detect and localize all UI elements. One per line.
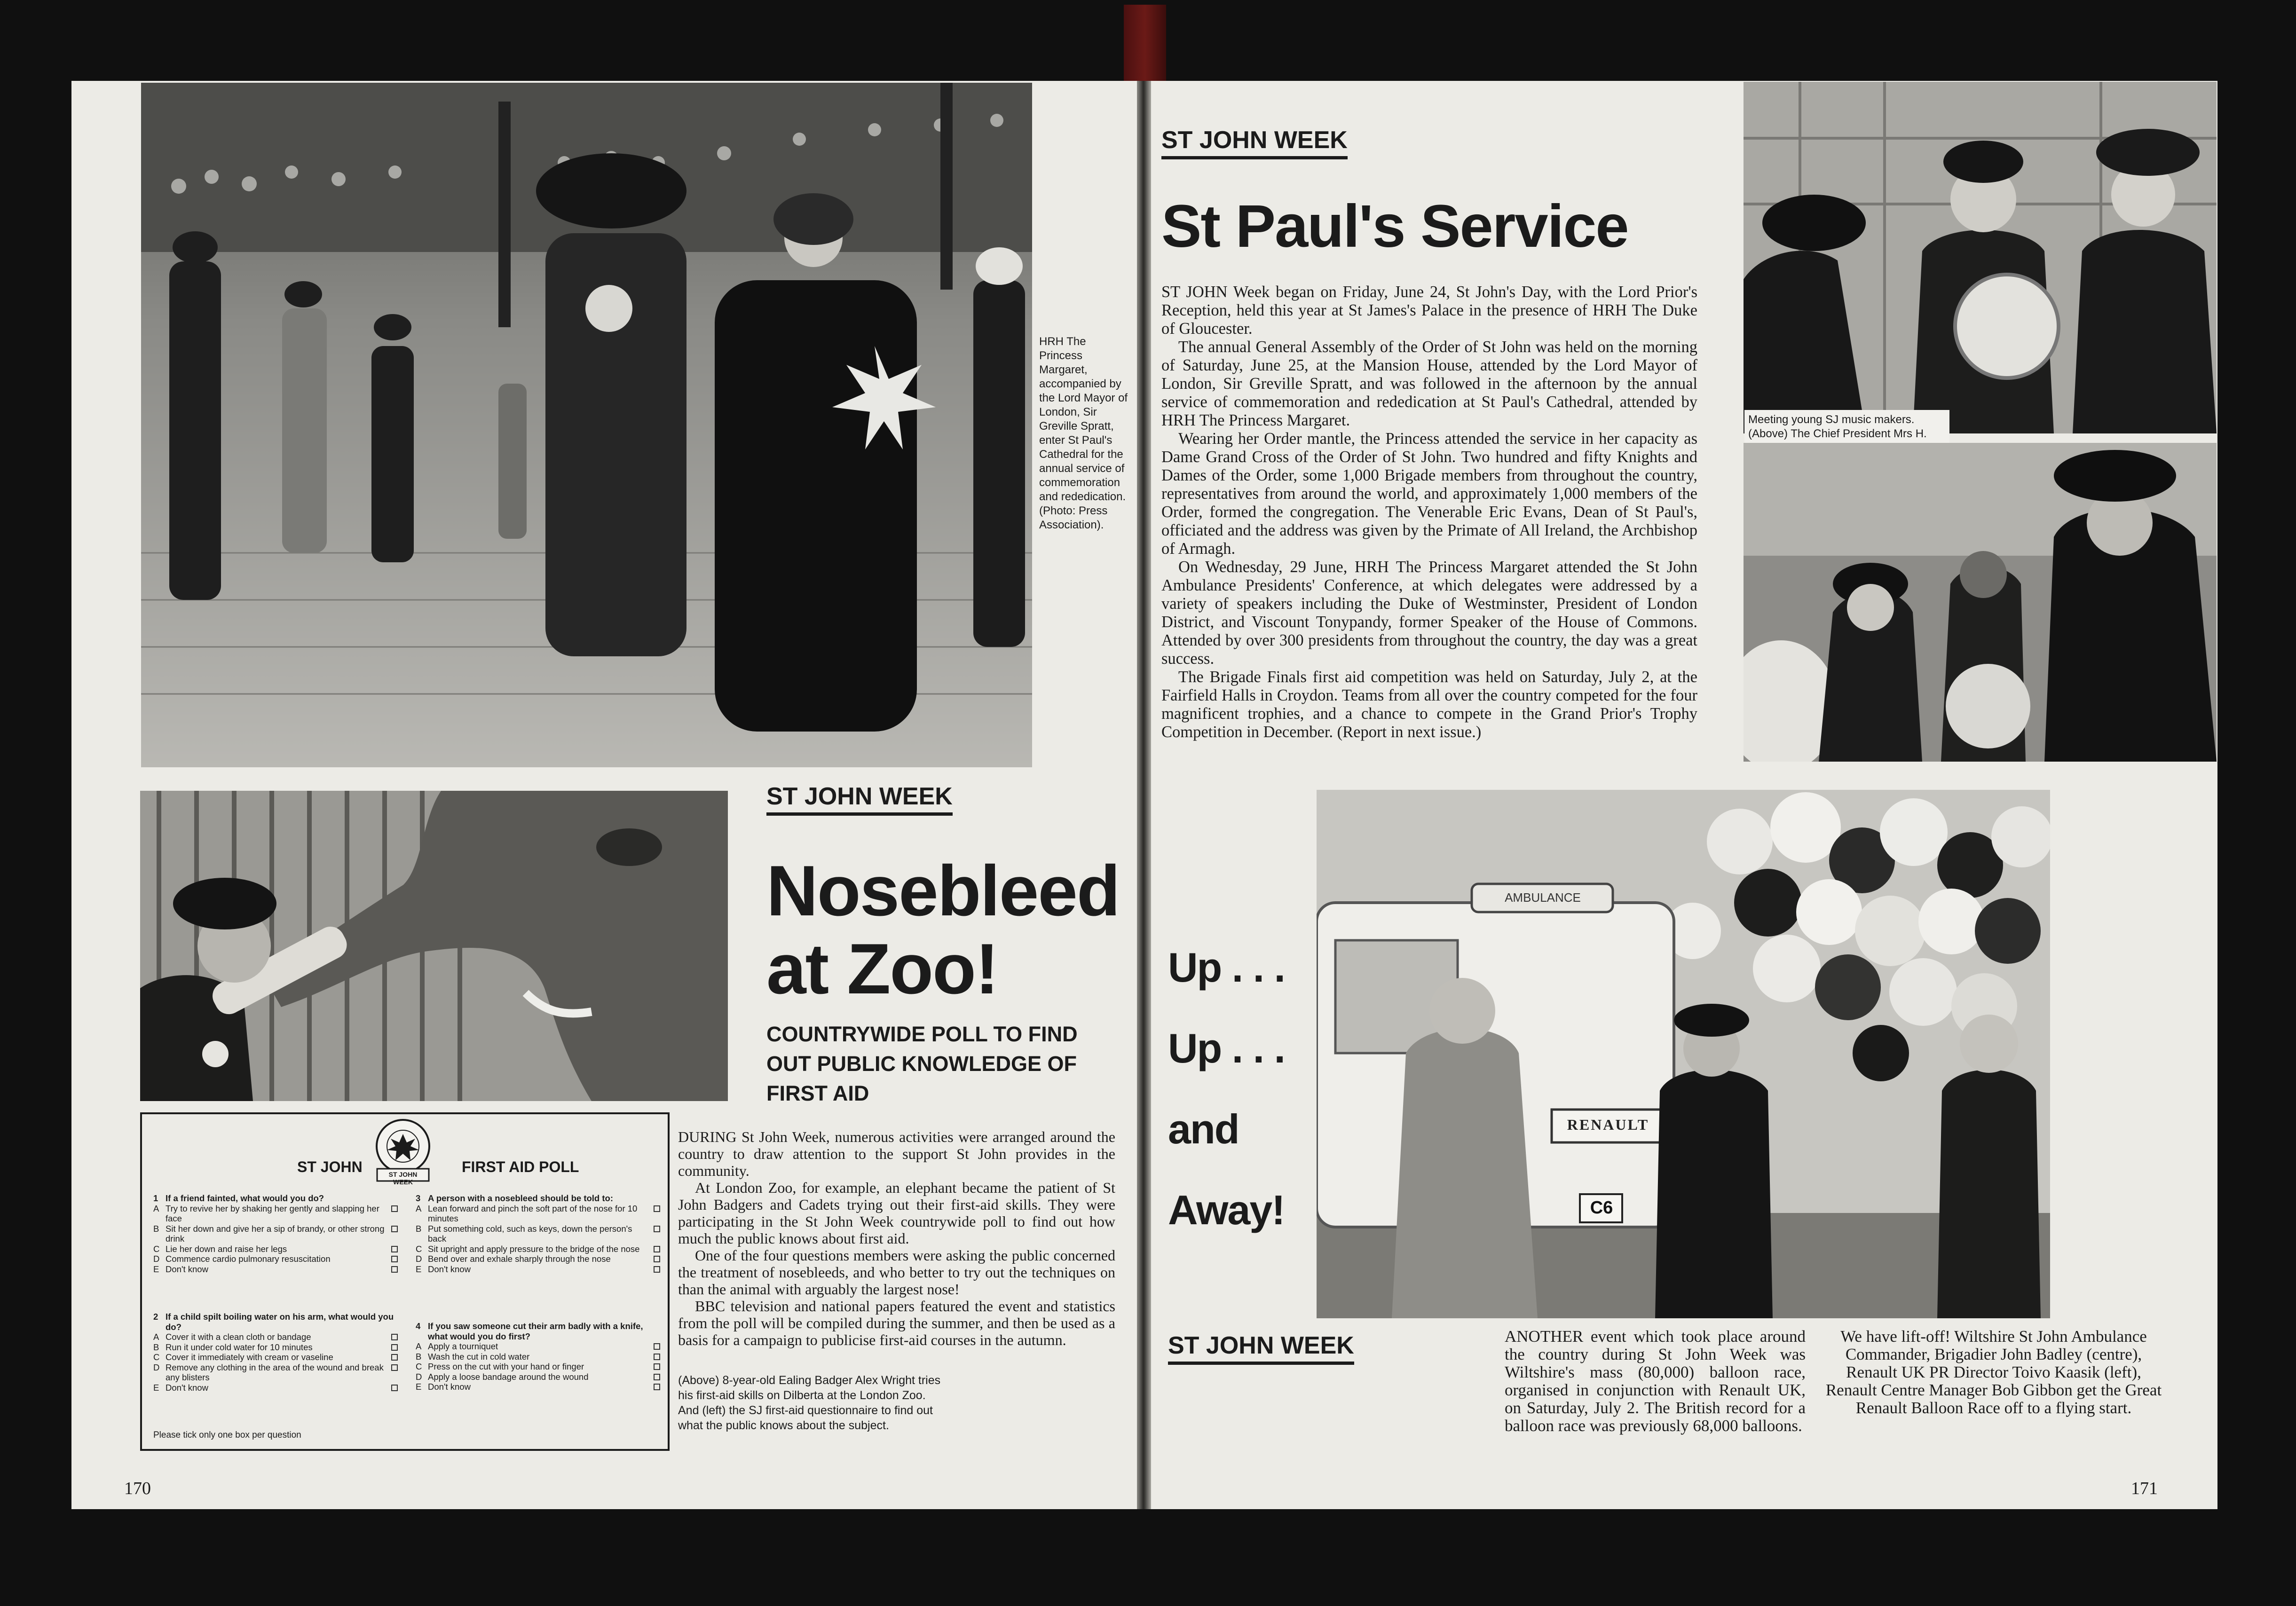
poll-option: B Sit her down and give her a sip of brandy, or other strong drink <box>153 1224 398 1244</box>
tick-box[interactable] <box>391 1266 398 1273</box>
nosebleed-paragraph: BBC television and national papers featured the event and statistics from the poll will be compiled during the summer, and then be used as a basis for a campaign to publicise first-aid courses in the autumn. <box>678 1298 1115 1348</box>
tick-box[interactable] <box>391 1256 398 1262</box>
st-paul-paragraph: The annual General Assembly of the Order of St John was held on the morning of Saturday, June 25, at the Mansion House, attended by the Lord Mayor of London, Sir Greville Spratt, and was followed in the afternoon by the annual service of commemoration and rededication at St Paul's Cathedral, attended by HRH The Princess Margaret. <box>1161 338 1697 429</box>
st-paul-paragraph: The Brigade Finals first aid competition was held on Saturday, July 2, at the Fairfield Halls in Croydon. Teams from all over the country competed for the four magnificent trophies, and a chance to compete in the Grand Prior's Trophy Competition in December. (Report in next issue.) <box>1161 668 1697 741</box>
tick-box[interactable] <box>391 1344 398 1351</box>
tick-box[interactable] <box>654 1256 660 1262</box>
st-pauls-procession-photo <box>141 83 1032 767</box>
tick-box[interactable] <box>654 1343 660 1350</box>
st-paul-paragraph: Wearing her Order mantle, the Princess attended the service in her capacity as Dame Grand Cross of the Order of St John. Two hundred and fifty Knights and Dames of the Order, some 1,000 Brigade members from throughout the country, representatives from around the world, and approximately 1,000 members of the Order, formed the congregation. The Venerable Eric Evans, Dean of St Paul's, officiated and the address was given by the Primate of All Ireland, the Archbishop of Armagh. <box>1161 430 1697 558</box>
tick-box[interactable] <box>391 1246 398 1252</box>
balloon-headline-line: Up . . . <box>1168 944 1285 991</box>
balloon-caption-text: We have lift-off! Wiltshire St John Ambulance Commander, Brigadier John Badley (centre), Renault UK PR Director Toivo Kaasik (left), Renault Centre Manager Bob Gibbon get the Great Renault Balloon Race off to a flying start. <box>1825 1327 2162 1417</box>
st-paul-paragraph: On Wednesday, 29 June, HRH The Princess Margaret attended the St John Ambulance Presidents' Conference, at which delegates were addressed by a variety of speakers including the Duke of Westminster, President of London District, and Viscount Tonypandy, former Speaker of the House of Commons. Attended by over 300 presidents from throughout the country, the day was a great success. <box>1161 558 1697 668</box>
tick-box[interactable] <box>654 1246 660 1252</box>
poll-option: B Put something cold, such as keys, down the person's back <box>416 1224 660 1244</box>
poll-option: D Apply a loose bandage around the wound <box>416 1372 660 1382</box>
tick-box[interactable] <box>391 1226 398 1232</box>
poll-option: E Don't know <box>153 1383 398 1393</box>
nosebleed-kicker: ST JOHN WEEK <box>766 782 953 816</box>
tick-box[interactable] <box>654 1226 660 1232</box>
poll-option: D Bend over and exhale sharply through the nose <box>416 1254 660 1264</box>
left-page <box>71 81 1137 1509</box>
tick-box[interactable] <box>654 1354 660 1360</box>
poll-option: E Don't know <box>416 1264 660 1275</box>
balloon-headline <box>1168 927 1318 1251</box>
balloon-paragraph: ANOTHER event which took place around the country during St John Week was Wiltshire's mass (80,000) balloon race, organised in conjunction with Renault UK, on Saturday, July 2. The British record for a balloon race was previously 68,000 balloons. <box>1505 1327 1806 1435</box>
chief-president-photo <box>1744 82 2217 433</box>
poll-option: E Don't know <box>416 1382 660 1392</box>
tick-box[interactable] <box>391 1364 398 1371</box>
van-brand-label: RENAULT <box>1567 1116 1649 1133</box>
book-spine <box>1137 81 1151 1509</box>
question-text: If a child spilt boiling water on his arm, what would you do? <box>166 1312 394 1332</box>
badge-bottom-text: ST JOHN WEEK <box>388 1171 418 1186</box>
nosebleed-paragraph: At London Zoo, for example, an elephant became the patient of St John Badgers and Cadets trying out their first-aid skills. They were participating in the St John Week countrywide poll to find out how much the public knows about first aid. <box>678 1179 1115 1247</box>
poll-question-1: 1 If a friend fainted, what would you do? A Try to revive her by shaking her gently and slapping her face B Sit her down and give her a sip of brandy, or other strong drink C Lie her down and raise her legs D Commence cardio pulmonary resuscitation E Don't know <box>153 1193 398 1274</box>
tick-box[interactable] <box>391 1334 398 1340</box>
balloon-headline-line: Up . . . <box>1168 1025 1285 1071</box>
right-page-number: 171 <box>2131 1479 2158 1498</box>
poll-option: A Lean forward and pinch the soft part of the nose for 10 minutes <box>416 1204 660 1224</box>
van-ambulance-label: AMBULANCE <box>1505 890 1581 905</box>
st-john-badge <box>368 1117 438 1188</box>
poll-title-left: ST JOHN <box>297 1158 363 1175</box>
first-aid-poll-form <box>140 1112 670 1451</box>
st-paul-headline: St Paul's Service <box>1161 193 1628 260</box>
left-page-number: 170 <box>124 1479 151 1498</box>
poll-option: C Press on the cut with your hand or finger <box>416 1362 660 1372</box>
st-paul-body <box>1161 283 1697 741</box>
tick-box[interactable] <box>654 1384 660 1390</box>
poll-question-2: 2 If a child spilt boiling water on his arm, what would you do? A Cover it with a clean cloth or bandage B Run it under cold water for 10 minutes C Cover it immediately with cream or vaseline D Remove any clothing in the area of the wound and break any blisters E Don't know <box>153 1312 398 1393</box>
balloon-kicker-wrap <box>1168 1331 1354 1365</box>
cin-c-photo <box>1744 443 2217 762</box>
tick-box[interactable] <box>391 1354 398 1361</box>
poll-option: A Apply a tourniquet <box>416 1341 660 1352</box>
balloon-article <box>1505 1328 1806 1435</box>
nosebleed-caption: (Above) 8-year-old Ealing Badger Alex Wright tries his first-aid skills on Dilberta at the London Zoo. And (left) the SJ first-aid questionnaire to find out what the public knows about the subject. <box>678 1374 941 1432</box>
poll-option: A Try to revive her by shaking her gently and slapping her face <box>153 1204 398 1224</box>
tick-box[interactable] <box>391 1205 398 1212</box>
poll-option: E Don't know <box>153 1264 398 1275</box>
question-text: If a friend fainted, what would you do? <box>166 1193 324 1203</box>
poll-title-right: FIRST AID POLL <box>462 1158 579 1175</box>
poll-option: D Commence cardio pulmonary resuscitation <box>153 1254 398 1264</box>
balloon-headline-line: and <box>1168 1106 1239 1152</box>
poll-option: C Cover it immediately with cream or vaseline <box>153 1352 398 1362</box>
poll-question-4: 4 If you saw someone cut their arm badly with a knife, what would you do first? A Apply a tourniquet B Wash the cut in cold water C Press on the cut with your hand or finger D Apply a loose bandage around the wound E Don't know <box>416 1321 660 1392</box>
tick-box[interactable] <box>654 1374 660 1380</box>
poll-option: C Sit upright and apply pressure to the bridge of the nose <box>416 1244 660 1254</box>
balloon-kicker: ST JOHN WEEK <box>1168 1331 1354 1365</box>
nosebleed-headline: Nosebleed at Zoo! <box>766 851 1120 1009</box>
zoo-elephant-photo <box>140 791 728 1101</box>
princess-photo-caption: HRH The Princess Margaret, accompanied by the Lord Mayor of London, Sir Greville Spratt, enter St Paul's Cathedral for the annual service of commemoration and rededication. (Photo: Press Association). <box>1039 335 1128 531</box>
tick-box[interactable] <box>654 1266 660 1273</box>
balloon-race-photo <box>1317 790 2050 1318</box>
van-plate: C6 <box>1590 1198 1613 1218</box>
music-makers-caption: Meeting young SJ music makers. (Above) The Chief President Mrs H. <box>1744 410 1949 472</box>
st-paul-paragraph: ST JOHN Week began on Friday, June 24, St John's Day, with the Lord Prior's Reception, held this year at St James's Palace in the presence of HRH The Duke of Gloucester. <box>1161 283 1697 338</box>
nosebleed-paragraph: DURING St John Week, numerous activities were arranged around the country to draw attention to the support St John provides in the community. <box>678 1128 1115 1179</box>
nosebleed-paragraph: One of the four questions members were asking the public concerned the treatment of nosebleeds, and who better to try out the techniques on than the animal with arguably the largest nose! <box>678 1247 1115 1298</box>
st-paul-kicker: ST JOHN WEEK <box>1161 126 1348 159</box>
question-text: If you saw someone cut their arm badly with a knife, what would you do first? <box>428 1321 643 1341</box>
poll-option: D Remove any clothing in the area of the wound and break any blisters <box>153 1362 398 1383</box>
poll-question-3: 3 A person with a nosebleed should be told to: A Lean forward and pinch the soft part of the nose for 10 minutes B Put something cold, such as keys, down the person's back C Sit upright and apply pressure to the bridge of the nose D Bend over and exhale sharply through the nose E Don't know <box>416 1193 660 1274</box>
poll-footer: Please tick only one box per question <box>153 1430 301 1440</box>
balloon-headline-line: Away! <box>1168 1187 1285 1233</box>
nosebleed-body <box>678 1128 1115 1348</box>
poll-option: A Cover it with a clean cloth or bandage <box>153 1332 398 1342</box>
question-text: A person with a nosebleed should be told to: <box>428 1193 613 1203</box>
tick-box[interactable] <box>654 1363 660 1370</box>
nosebleed-subhead: COUNTRYWIDE POLL TO FIND OUT PUBLIC KNOWLEDGE OF FIRST AID <box>766 1022 1078 1105</box>
book-top-edge <box>1124 5 1166 81</box>
balloon-caption <box>1824 1328 2163 1417</box>
right-page <box>1151 81 2217 1509</box>
nosebleed-kicker-wrap <box>766 782 953 816</box>
st-paul-kicker-wrap <box>1161 126 1348 159</box>
poll-option: B Wash the cut in cold water <box>416 1352 660 1362</box>
tick-box[interactable] <box>654 1205 660 1212</box>
poll-option: B Run it under cold water for 10 minutes <box>153 1342 398 1353</box>
tick-box[interactable] <box>391 1385 398 1391</box>
poll-option: C Lie her down and raise her legs <box>153 1244 398 1254</box>
